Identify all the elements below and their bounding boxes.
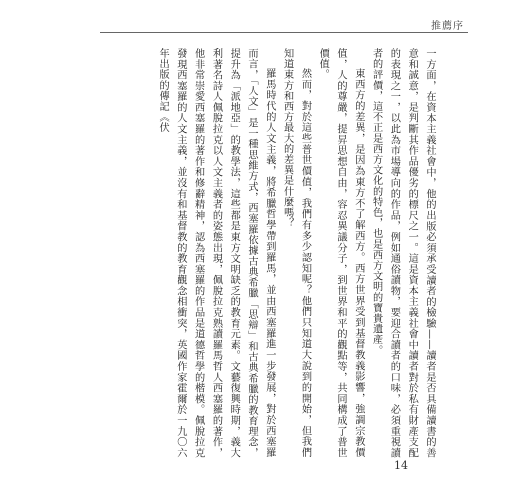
paragraph: 東西方的差異，是因為東方不了解西方。西方世界受到基督教義影響，強調宗教價值，人的尊嚴，提昇思想自由，容忍異議分子，到世界和平的觀點等，共同構成了普世價值。 <box>317 48 364 458</box>
paragraph: 一方面，在資本主義社會中，他的出版必須承受讀者的檢驗——讀者是否具備讀書的善意和誠意，是判斷其作品優劣的標尺之一。這是資本主義社會中讀者對於私有財產支配的表現之一，以此為市場導向的作品，例如通俗讀物，要迎合讀者的口味，必須重視讀者的評價，這不正是西方文化的特色，也是西方文明的寶貴遺產。 <box>370 48 435 458</box>
paragraph: 羅馬時代的人文主義，將希臘哲學帶到羅馬，並由西塞羅進一步發展，對於西塞羅而言，「人文」是一種思維方式，西塞羅依據古典希臘「思辯」和古典希臘的教育理念，提升為「派地亞」的教學法，這些都是東方文明缺乏的教育元素。文藝復興時期，義大利著名詩人佩脫拉克以人文主義者的姿態出現，佩脫拉克熟讀羅馬哲人西塞羅的著作，他非常崇愛西塞羅的著作和修辭精神，認為西塞羅的作品是道德哲學的楷模。佩脫拉克發現西塞羅的人文主義，並沒有和基督教的教育觀念相衝突，英國作家霍爾於一九〇六年出版的傳記《伏 <box>157 48 275 458</box>
page-number: 14 <box>394 459 408 472</box>
running-header: 推薦序 <box>431 21 464 32</box>
header-rule <box>100 32 468 33</box>
body-text <box>108 48 438 458</box>
paragraph: 然而，對於這些普世價值，我們有多少認知呢？他們只知道大說到的開始，但我們知道東方和西方最大的差異是什麼嗎？ <box>281 48 311 458</box>
